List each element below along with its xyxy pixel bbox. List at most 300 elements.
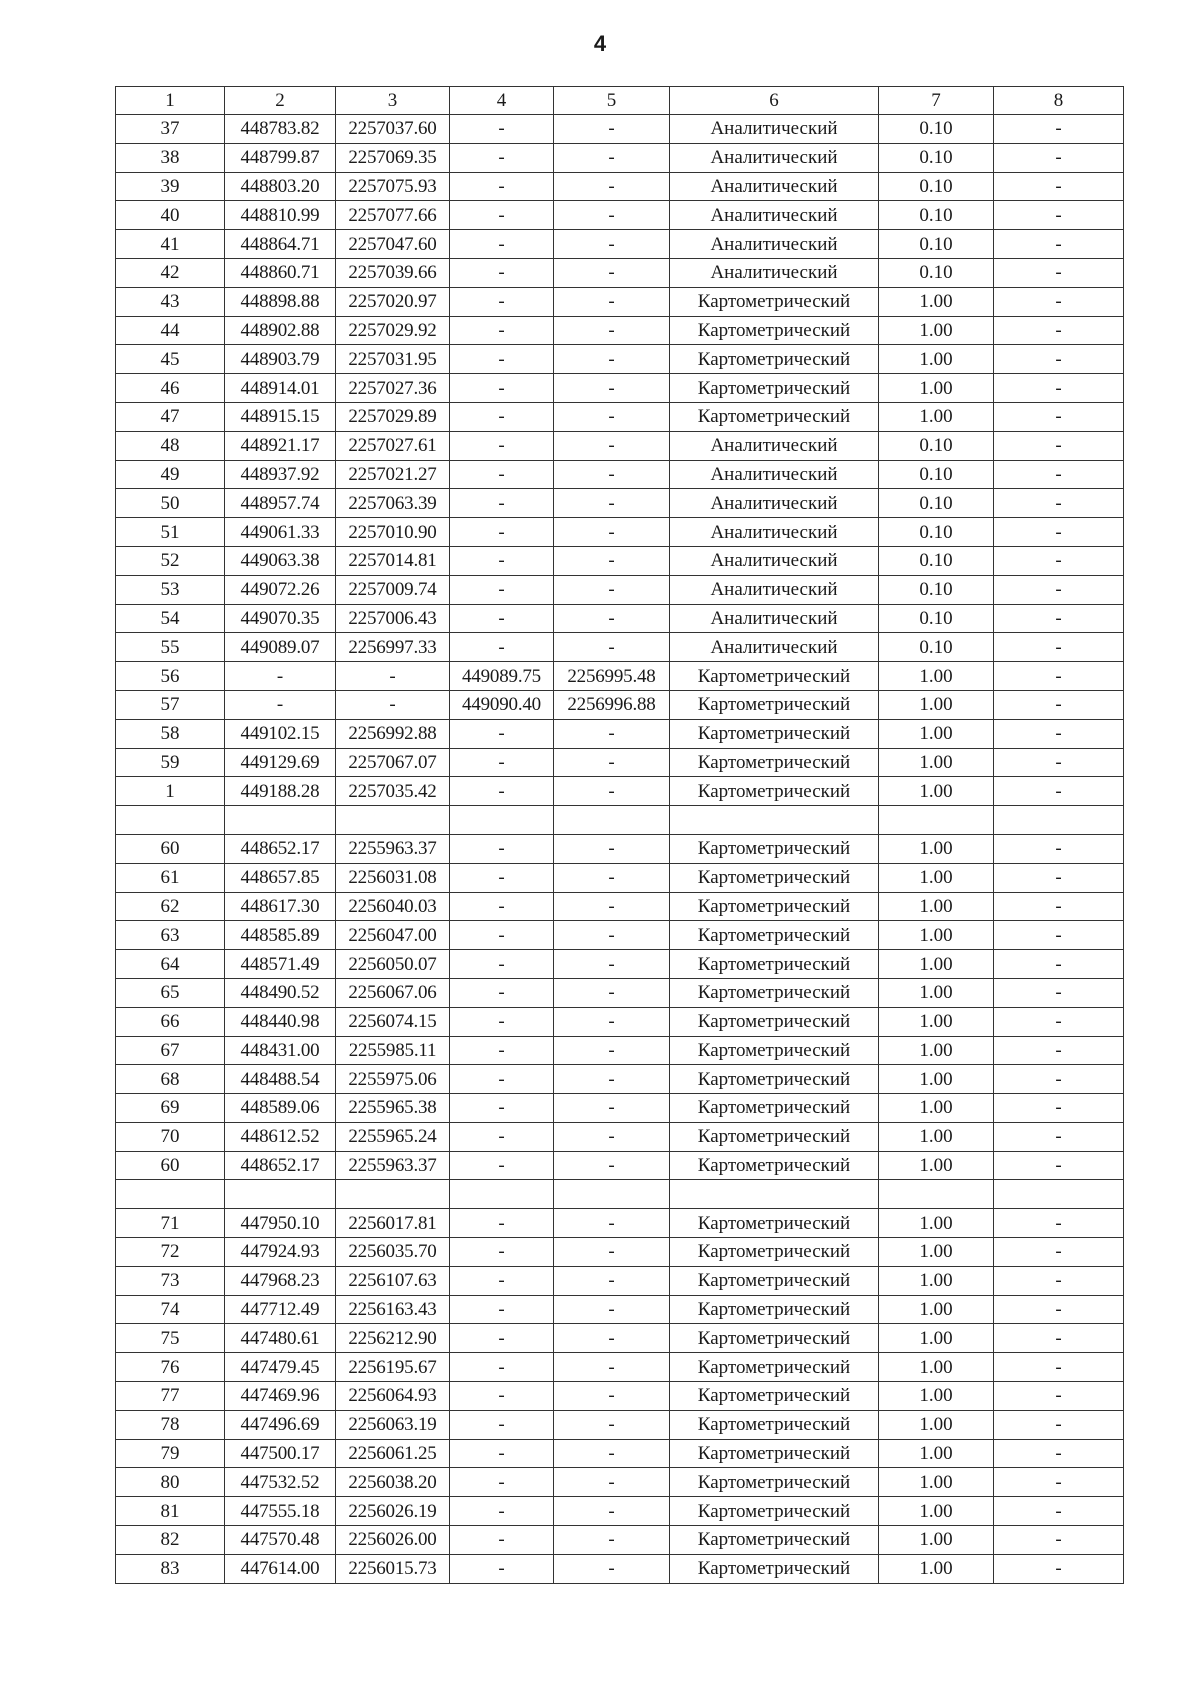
x-coordinate-alt-cell: - <box>450 1209 554 1238</box>
y-coordinate-alt-cell: - <box>554 777 670 806</box>
point-number-cell: 44 <box>116 316 225 345</box>
y-coordinate-cell: 2257075.93 <box>336 172 450 201</box>
description-cell: - <box>994 950 1124 979</box>
x-coordinate-cell: 448488.54 <box>225 1065 336 1094</box>
x-coordinate-cell: 448490.52 <box>225 978 336 1007</box>
accuracy-cell: 1.00 <box>879 863 994 892</box>
y-coordinate-alt-cell: - <box>554 1526 670 1555</box>
y-coordinate-cell: 2257027.36 <box>336 374 450 403</box>
x-coordinate-alt-cell: 449089.75 <box>450 662 554 691</box>
description-cell: - <box>994 1122 1124 1151</box>
point-number-cell: 78 <box>116 1410 225 1439</box>
x-coordinate-alt-cell: - <box>450 921 554 950</box>
table-header-row <box>116 87 1124 115</box>
x-coordinate-alt-cell: - <box>450 201 554 230</box>
description-cell: - <box>994 1554 1124 1583</box>
accuracy-cell: 1.00 <box>879 345 994 374</box>
table-row <box>116 489 1124 518</box>
y-coordinate-alt-cell: - <box>554 1151 670 1180</box>
accuracy-cell: 1.00 <box>879 892 994 921</box>
y-coordinate-alt-cell: - <box>554 115 670 144</box>
x-coordinate-alt-cell: - <box>450 1007 554 1036</box>
point-number-cell: 82 <box>116 1526 225 1555</box>
y-coordinate-alt-cell: - <box>554 345 670 374</box>
x-coordinate-alt-cell: - <box>450 1036 554 1065</box>
y-coordinate-alt-cell: - <box>554 604 670 633</box>
description-cell: - <box>994 1007 1124 1036</box>
method-cell: Аналитический <box>670 115 879 144</box>
x-coordinate-cell: 448902.88 <box>225 316 336 345</box>
point-number-cell: 62 <box>116 892 225 921</box>
description-cell: - <box>994 633 1124 662</box>
x-coordinate-cell <box>225 806 336 835</box>
column-header: 2 <box>225 87 336 115</box>
point-number-cell: 52 <box>116 546 225 575</box>
point-number-cell: 50 <box>116 489 225 518</box>
y-coordinate-alt-cell: - <box>554 1382 670 1411</box>
y-coordinate-alt-cell: - <box>554 258 670 287</box>
x-coordinate-cell: 448903.79 <box>225 345 336 374</box>
method-cell: Картометрический <box>670 1439 879 1468</box>
y-coordinate-cell: 2257067.07 <box>336 748 450 777</box>
y-coordinate-cell: 2257039.66 <box>336 258 450 287</box>
x-coordinate-alt-cell: - <box>450 287 554 316</box>
method-cell: Картометрический <box>670 1526 879 1555</box>
table-row <box>116 892 1124 921</box>
x-coordinate-cell: 448864.71 <box>225 230 336 259</box>
y-coordinate-alt-cell: - <box>554 518 670 547</box>
accuracy-cell: 1.00 <box>879 719 994 748</box>
accuracy-cell: 1.00 <box>879 402 994 431</box>
x-coordinate-cell: 447570.48 <box>225 1526 336 1555</box>
table-row <box>116 633 1124 662</box>
table-row <box>116 806 1124 835</box>
column-header: 8 <box>994 87 1124 115</box>
table-row <box>116 1410 1124 1439</box>
y-coordinate-cell: 2256035.70 <box>336 1238 450 1267</box>
method-cell: Картометрический <box>670 1209 879 1238</box>
x-coordinate-alt-cell: - <box>450 143 554 172</box>
x-coordinate-cell: 448657.85 <box>225 863 336 892</box>
y-coordinate-cell: 2257027.61 <box>336 431 450 460</box>
table-row <box>116 604 1124 633</box>
method-cell: Аналитический <box>670 172 879 201</box>
description-cell: - <box>994 1324 1124 1353</box>
method-cell: Аналитический <box>670 431 879 460</box>
method-cell: Картометрический <box>670 287 879 316</box>
y-coordinate-cell: 2255963.37 <box>336 1151 450 1180</box>
y-coordinate-alt-cell: - <box>554 1238 670 1267</box>
method-cell: Аналитический <box>670 230 879 259</box>
x-coordinate-cell: 448810.99 <box>225 201 336 230</box>
x-coordinate-cell: 448589.06 <box>225 1094 336 1123</box>
y-coordinate-cell: 2256212.90 <box>336 1324 450 1353</box>
x-coordinate-alt-cell: - <box>450 1439 554 1468</box>
y-coordinate-cell <box>336 1180 450 1209</box>
accuracy-cell: 1.00 <box>879 1036 994 1065</box>
x-coordinate-cell: 449102.15 <box>225 719 336 748</box>
accuracy-cell: 1.00 <box>879 1353 994 1382</box>
description-cell: - <box>994 402 1124 431</box>
description-cell: - <box>994 1497 1124 1526</box>
x-coordinate-cell: - <box>225 690 336 719</box>
x-coordinate-alt-cell: - <box>450 518 554 547</box>
y-coordinate-cell: 2256026.19 <box>336 1497 450 1526</box>
point-number-cell: 45 <box>116 345 225 374</box>
method-cell: Аналитический <box>670 258 879 287</box>
description-cell: - <box>994 1266 1124 1295</box>
table-row <box>116 1007 1124 1036</box>
method-cell: Аналитический <box>670 201 879 230</box>
x-coordinate-alt-cell <box>450 1180 554 1209</box>
accuracy-cell: 1.00 <box>879 1094 994 1123</box>
y-coordinate-cell: 2257021.27 <box>336 460 450 489</box>
column-header: 3 <box>336 87 450 115</box>
y-coordinate-alt-cell: - <box>554 230 670 259</box>
x-coordinate-cell: 448860.71 <box>225 258 336 287</box>
accuracy-cell: 1.00 <box>879 1468 994 1497</box>
y-coordinate-cell: 2255965.38 <box>336 1094 450 1123</box>
method-cell: Картометрический <box>670 1007 879 1036</box>
method-cell <box>670 1180 879 1209</box>
table-row <box>116 1554 1124 1583</box>
description-cell: - <box>994 230 1124 259</box>
point-number-cell: 1 <box>116 777 225 806</box>
x-coordinate-cell: 447950.10 <box>225 1209 336 1238</box>
table-row <box>116 460 1124 489</box>
point-number-cell: 64 <box>116 950 225 979</box>
x-coordinate-alt-cell: - <box>450 978 554 1007</box>
accuracy-cell: 1.00 <box>879 374 994 403</box>
x-coordinate-cell: 449089.07 <box>225 633 336 662</box>
y-coordinate-alt-cell: - <box>554 546 670 575</box>
x-coordinate-cell: 447532.52 <box>225 1468 336 1497</box>
x-coordinate-alt-cell: - <box>450 546 554 575</box>
description-cell: - <box>994 201 1124 230</box>
method-cell: Картометрический <box>670 1065 879 1094</box>
y-coordinate-cell: 2257031.95 <box>336 345 450 374</box>
column-header: 7 <box>879 87 994 115</box>
method-cell: Картометрический <box>670 892 879 921</box>
coordinates-table <box>115 86 1124 1584</box>
description-cell: - <box>994 748 1124 777</box>
description-cell: - <box>994 258 1124 287</box>
table-row <box>116 345 1124 374</box>
point-number-cell: 80 <box>116 1468 225 1497</box>
description-cell: - <box>994 1238 1124 1267</box>
description-cell: - <box>994 546 1124 575</box>
point-number-cell: 67 <box>116 1036 225 1065</box>
table-row <box>116 316 1124 345</box>
y-coordinate-alt-cell: 2256996.88 <box>554 690 670 719</box>
accuracy-cell: 0.10 <box>879 115 994 144</box>
accuracy-cell: 1.00 <box>879 834 994 863</box>
y-coordinate-alt-cell: - <box>554 1439 670 1468</box>
table-row <box>116 230 1124 259</box>
table-row <box>116 1266 1124 1295</box>
x-coordinate-alt-cell: - <box>450 345 554 374</box>
description-cell: - <box>994 460 1124 489</box>
x-coordinate-alt-cell: - <box>450 316 554 345</box>
method-cell: Картометрический <box>670 921 879 950</box>
y-coordinate-cell: 2257063.39 <box>336 489 450 518</box>
description-cell: - <box>994 892 1124 921</box>
method-cell: Картометрический <box>670 834 879 863</box>
y-coordinate-alt-cell: - <box>554 1410 670 1439</box>
x-coordinate-cell: 449070.35 <box>225 604 336 633</box>
x-coordinate-cell: 447500.17 <box>225 1439 336 1468</box>
x-coordinate-alt-cell: - <box>450 230 554 259</box>
y-coordinate-alt-cell <box>554 806 670 835</box>
table-row <box>116 978 1124 1007</box>
description-cell: - <box>994 690 1124 719</box>
x-coordinate-alt-cell <box>450 806 554 835</box>
table-row <box>116 719 1124 748</box>
point-number-cell: 69 <box>116 1094 225 1123</box>
point-number-cell: 40 <box>116 201 225 230</box>
y-coordinate-cell: 2256040.03 <box>336 892 450 921</box>
y-coordinate-cell: 2257037.60 <box>336 115 450 144</box>
column-header: 6 <box>670 87 879 115</box>
point-number-cell: 54 <box>116 604 225 633</box>
accuracy-cell: 1.00 <box>879 316 994 345</box>
method-cell: Картометрический <box>670 978 879 1007</box>
x-coordinate-alt-cell: - <box>450 1410 554 1439</box>
table-row <box>116 1295 1124 1324</box>
method-cell <box>670 806 879 835</box>
accuracy-cell: 0.10 <box>879 201 994 230</box>
table-row <box>116 1065 1124 1094</box>
accuracy-cell: 1.00 <box>879 1266 994 1295</box>
description-cell: - <box>994 1353 1124 1382</box>
x-coordinate-alt-cell: - <box>450 489 554 518</box>
x-coordinate-alt-cell: - <box>450 1382 554 1411</box>
table-row <box>116 1151 1124 1180</box>
x-coordinate-alt-cell: - <box>450 719 554 748</box>
point-number-cell <box>116 1180 225 1209</box>
y-coordinate-cell: - <box>336 662 450 691</box>
x-coordinate-cell: 449072.26 <box>225 575 336 604</box>
x-coordinate-cell: 448914.01 <box>225 374 336 403</box>
y-coordinate-cell: 2257029.89 <box>336 402 450 431</box>
accuracy-cell: 0.10 <box>879 172 994 201</box>
y-coordinate-cell: 2256015.73 <box>336 1554 450 1583</box>
y-coordinate-alt-cell: - <box>554 1094 670 1123</box>
y-coordinate-alt-cell: - <box>554 1036 670 1065</box>
point-number-cell: 76 <box>116 1353 225 1382</box>
point-number-cell: 63 <box>116 921 225 950</box>
y-coordinate-alt-cell: - <box>554 748 670 777</box>
y-coordinate-alt-cell: - <box>554 921 670 950</box>
y-coordinate-cell: 2257047.60 <box>336 230 450 259</box>
x-coordinate-cell <box>225 1180 336 1209</box>
point-number-cell: 74 <box>116 1295 225 1324</box>
point-number-cell: 72 <box>116 1238 225 1267</box>
method-cell: Картометрический <box>670 777 879 806</box>
description-cell: - <box>994 316 1124 345</box>
accuracy-cell: 0.10 <box>879 633 994 662</box>
accuracy-cell: 1.00 <box>879 1238 994 1267</box>
accuracy-cell: 1.00 <box>879 748 994 777</box>
table-row <box>116 258 1124 287</box>
x-coordinate-alt-cell: - <box>450 834 554 863</box>
x-coordinate-cell: 448921.17 <box>225 431 336 460</box>
description-cell: - <box>994 345 1124 374</box>
x-coordinate-alt-cell: - <box>450 1497 554 1526</box>
point-number-cell: 57 <box>116 690 225 719</box>
accuracy-cell: 1.00 <box>879 950 994 979</box>
table-row <box>116 921 1124 950</box>
description-cell: - <box>994 1410 1124 1439</box>
x-coordinate-alt-cell: - <box>450 1151 554 1180</box>
table-row <box>116 201 1124 230</box>
y-coordinate-alt-cell: - <box>554 1209 670 1238</box>
method-cell: Картометрический <box>670 1554 879 1583</box>
accuracy-cell: 1.00 <box>879 978 994 1007</box>
table-row <box>116 172 1124 201</box>
column-header: 4 <box>450 87 554 115</box>
x-coordinate-alt-cell: - <box>450 1554 554 1583</box>
method-cell: Картометрический <box>670 1468 879 1497</box>
method-cell: Аналитический <box>670 460 879 489</box>
x-coordinate-cell: 447924.93 <box>225 1238 336 1267</box>
table-row <box>116 1353 1124 1382</box>
method-cell: Аналитический <box>670 518 879 547</box>
y-coordinate-alt-cell: - <box>554 575 670 604</box>
x-coordinate-cell: 447479.45 <box>225 1353 336 1382</box>
x-coordinate-cell: 448612.52 <box>225 1122 336 1151</box>
x-coordinate-cell: 448898.88 <box>225 287 336 316</box>
point-number-cell: 53 <box>116 575 225 604</box>
y-coordinate-alt-cell: - <box>554 1295 670 1324</box>
description-cell <box>994 806 1124 835</box>
table-row <box>116 662 1124 691</box>
method-cell: Картометрический <box>670 1324 879 1353</box>
y-coordinate-cell: 2256050.07 <box>336 950 450 979</box>
method-cell: Картометрический <box>670 690 879 719</box>
table-header <box>116 87 1124 115</box>
table-row <box>116 690 1124 719</box>
table-row <box>116 777 1124 806</box>
table-row <box>116 1094 1124 1123</box>
table-row <box>116 546 1124 575</box>
table-row <box>116 1497 1124 1526</box>
y-coordinate-alt-cell: - <box>554 201 670 230</box>
description-cell <box>994 1180 1124 1209</box>
method-cell: Картометрический <box>670 1497 879 1526</box>
description-cell: - <box>994 604 1124 633</box>
method-cell: Картометрический <box>670 316 879 345</box>
method-cell: Аналитический <box>670 575 879 604</box>
accuracy-cell: 1.00 <box>879 921 994 950</box>
table-row <box>116 1324 1124 1353</box>
accuracy-cell: 0.10 <box>879 604 994 633</box>
y-coordinate-alt-cell: - <box>554 143 670 172</box>
method-cell: Картометрический <box>670 1295 879 1324</box>
x-coordinate-alt-cell: - <box>450 1324 554 1353</box>
accuracy-cell: 1.00 <box>879 287 994 316</box>
point-number-cell: 49 <box>116 460 225 489</box>
point-number-cell: 56 <box>116 662 225 691</box>
table-row <box>116 1439 1124 1468</box>
table-row <box>116 834 1124 863</box>
x-coordinate-cell: 447480.61 <box>225 1324 336 1353</box>
point-number-cell: 39 <box>116 172 225 201</box>
point-number-cell: 75 <box>116 1324 225 1353</box>
description-cell: - <box>994 719 1124 748</box>
table-row <box>116 143 1124 172</box>
x-coordinate-alt-cell: - <box>450 575 554 604</box>
y-coordinate-cell: 2257029.92 <box>336 316 450 345</box>
description-cell: - <box>994 172 1124 201</box>
description-cell: - <box>994 1151 1124 1180</box>
point-number-cell: 68 <box>116 1065 225 1094</box>
x-coordinate-alt-cell: - <box>450 1353 554 1382</box>
accuracy-cell: 1.00 <box>879 1554 994 1583</box>
table-row <box>116 402 1124 431</box>
table-row <box>116 863 1124 892</box>
x-coordinate-cell: 449063.38 <box>225 546 336 575</box>
table-row <box>116 1209 1124 1238</box>
description-cell: - <box>994 863 1124 892</box>
method-cell: Картометрический <box>670 1036 879 1065</box>
x-coordinate-alt-cell: - <box>450 1094 554 1123</box>
y-coordinate-cell: 2256061.25 <box>336 1439 450 1468</box>
accuracy-cell: 1.00 <box>879 1122 994 1151</box>
accuracy-cell: 0.10 <box>879 575 994 604</box>
accuracy-cell: 0.10 <box>879 489 994 518</box>
x-coordinate-alt-cell: - <box>450 950 554 979</box>
y-coordinate-cell: 2257077.66 <box>336 201 450 230</box>
x-coordinate-cell: 448803.20 <box>225 172 336 201</box>
accuracy-cell: 1.00 <box>879 777 994 806</box>
y-coordinate-alt-cell: - <box>554 172 670 201</box>
y-coordinate-cell: 2256163.43 <box>336 1295 450 1324</box>
point-number-cell: 79 <box>116 1439 225 1468</box>
description-cell: - <box>994 978 1124 1007</box>
x-coordinate-alt-cell: - <box>450 402 554 431</box>
accuracy-cell: 0.10 <box>879 518 994 547</box>
y-coordinate-alt-cell: - <box>554 287 670 316</box>
x-coordinate-alt-cell: - <box>450 460 554 489</box>
x-coordinate-cell: 448799.87 <box>225 143 336 172</box>
y-coordinate-alt-cell: - <box>554 1122 670 1151</box>
y-coordinate-alt-cell: - <box>554 431 670 460</box>
y-coordinate-cell: 2257020.97 <box>336 287 450 316</box>
y-coordinate-cell: 2255965.24 <box>336 1122 450 1151</box>
accuracy-cell: 1.00 <box>879 1439 994 1468</box>
y-coordinate-cell: 2256064.93 <box>336 1382 450 1411</box>
description-cell: - <box>994 1209 1124 1238</box>
description-cell: - <box>994 518 1124 547</box>
table-row <box>116 950 1124 979</box>
point-number-cell: 55 <box>116 633 225 662</box>
x-coordinate-cell: 448915.15 <box>225 402 336 431</box>
description-cell: - <box>994 777 1124 806</box>
column-header: 1 <box>116 87 225 115</box>
point-number-cell: 58 <box>116 719 225 748</box>
y-coordinate-alt-cell: - <box>554 978 670 1007</box>
accuracy-cell: 1.00 <box>879 1065 994 1094</box>
x-coordinate-cell: 448937.92 <box>225 460 336 489</box>
y-coordinate-cell: 2256992.88 <box>336 719 450 748</box>
x-coordinate-alt-cell: - <box>450 374 554 403</box>
description-cell: - <box>994 287 1124 316</box>
point-number-cell: 48 <box>116 431 225 460</box>
y-coordinate-cell <box>336 806 450 835</box>
accuracy-cell: 0.10 <box>879 143 994 172</box>
x-coordinate-alt-cell: - <box>450 863 554 892</box>
